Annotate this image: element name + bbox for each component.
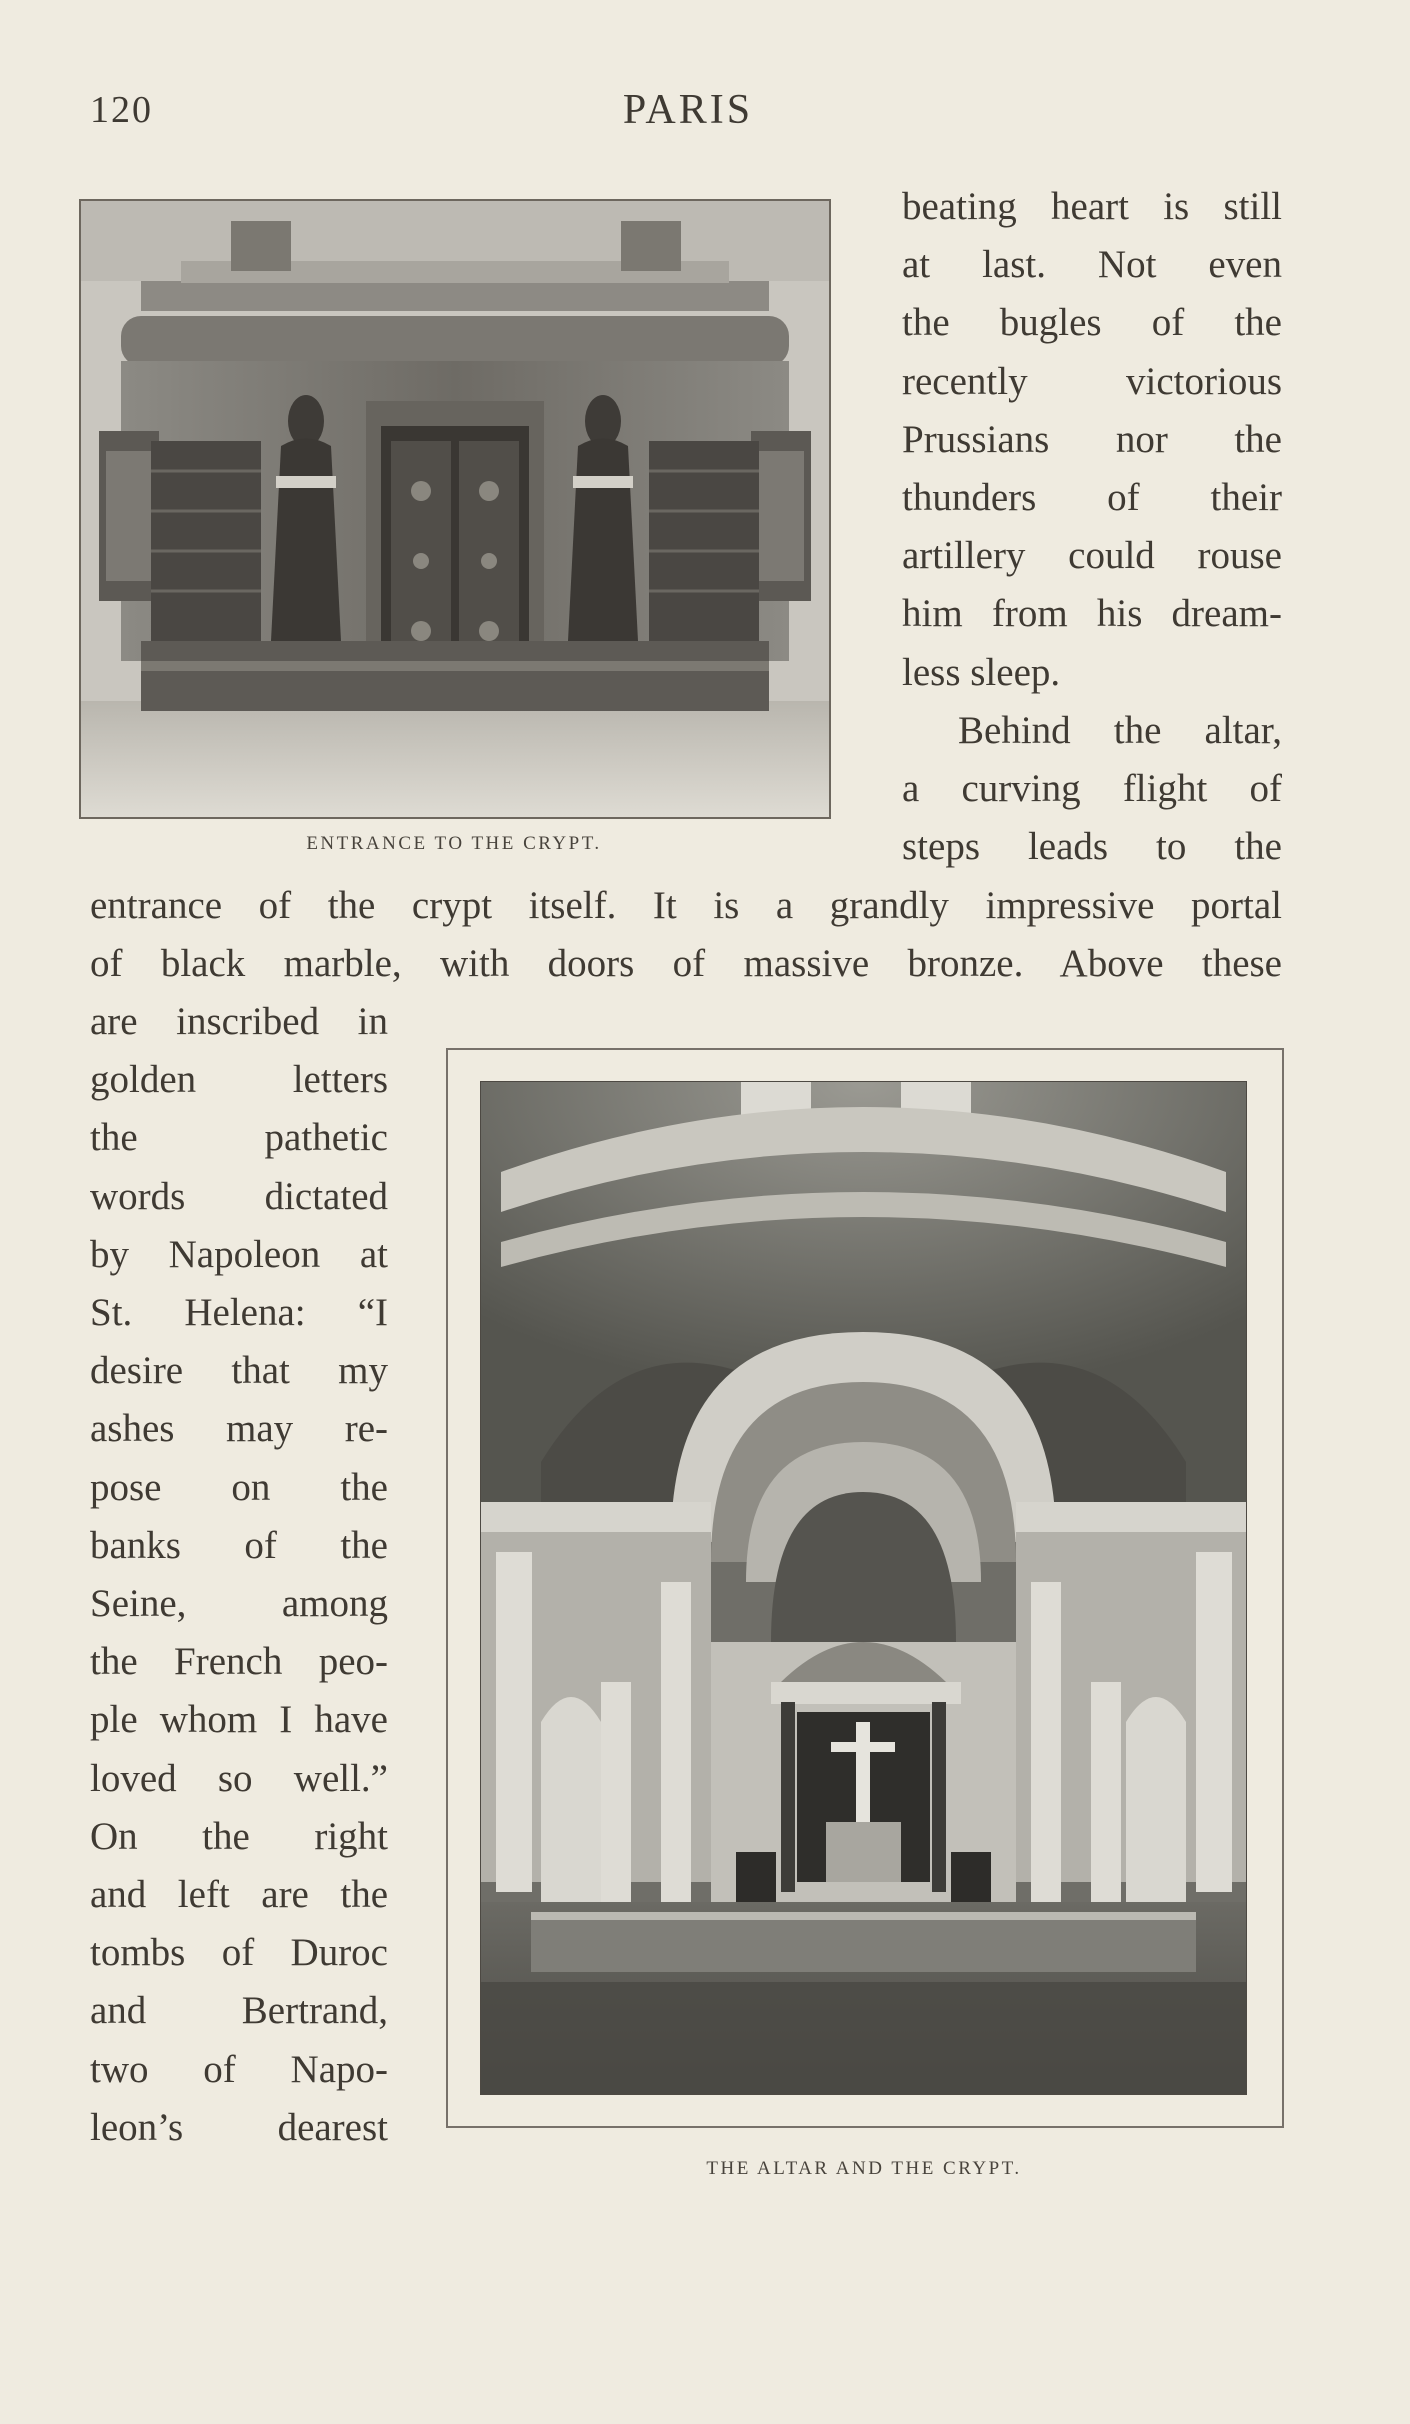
text-left-column [90, 993, 388, 2157]
text-line: and left are the [90, 1873, 388, 1917]
text-line: the French peo- [90, 1640, 388, 1684]
text-line: golden letters [90, 1058, 388, 1102]
text-full-width [90, 877, 1282, 993]
figure-caption-crypt-entrance: ENTRANCE TO THE CRYPT. [306, 833, 602, 854]
page-number: 120 [90, 89, 153, 131]
text-line: at last. Not even [902, 243, 1282, 287]
text-line: entrance of the crypt itself. It is a grandly impressive portal [90, 884, 1282, 927]
text-line: a curving flight of [902, 767, 1282, 811]
text-line: recently victorious [902, 359, 1282, 403]
text-line: On the right [90, 1814, 388, 1858]
text-line: leon’s dearest [90, 2105, 388, 2149]
text-line: beating heart is still [902, 185, 1282, 228]
text-line: tombs of Duroc [90, 1931, 388, 1975]
text-right-column [902, 178, 1282, 876]
text-line: words dictated [90, 1174, 388, 1218]
crypt-entrance-photo [79, 199, 831, 819]
text-line: him from his dream- [902, 592, 1282, 636]
altar-photo [480, 1081, 1247, 2095]
text-line: St. Helena: “I [90, 1291, 388, 1335]
figure-caption-altar-crypt: THE ALTAR AND THE CRYPT. [706, 2158, 1022, 2179]
text-line: desire that my [90, 1349, 388, 1393]
text-line: Seine, among [90, 1582, 388, 1626]
text-line: by Napoleon at [90, 1232, 388, 1276]
text-line: artillery could rouse [902, 534, 1282, 578]
text-line: the pathetic [90, 1116, 388, 1160]
text-line: steps leads to the [902, 825, 1282, 869]
text-line: and Bertrand, [90, 1989, 388, 2033]
text-line: the bugles of the [902, 301, 1282, 345]
text-line: banks of the [90, 1523, 388, 1567]
text-line: ple whom I have [90, 1698, 388, 1742]
text-line: of black marble, with doors of massive bronze. Above these [90, 942, 1282, 986]
text-line: Prussians nor the [902, 417, 1282, 461]
paragraph-start: Behind the altar, [958, 708, 1282, 752]
text-line: pose on the [90, 1465, 388, 1509]
text-line: less sleep. [902, 650, 1061, 694]
running-head: PARIS [622, 87, 754, 133]
text-line: thunders of their [902, 476, 1282, 520]
text-line: two of Napo- [90, 2047, 388, 2091]
text-line: loved so well.” [90, 1756, 388, 1800]
text-line: are inscribed in [90, 1000, 388, 1043]
text-line: ashes may re- [90, 1407, 388, 1451]
